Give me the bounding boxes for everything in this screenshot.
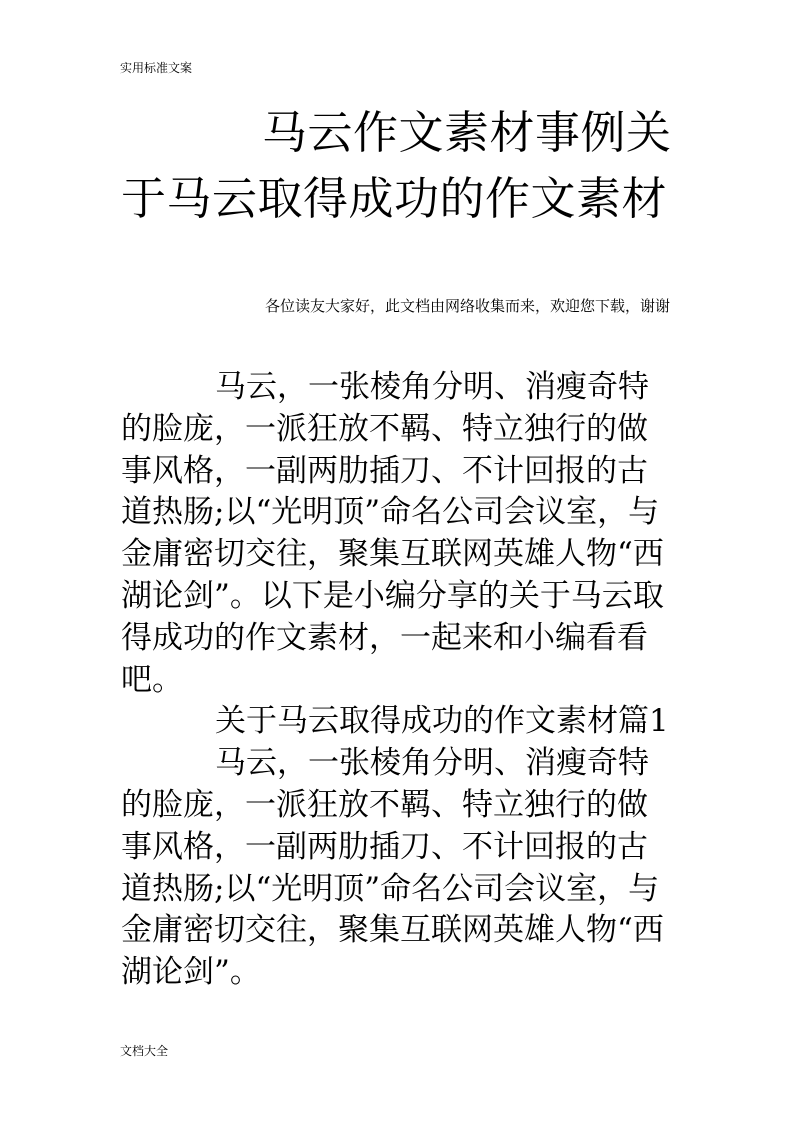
body-paragraph: 马云，一张棱角分明、消瘦奇特的脸庞，一派狂放不羁、特立独行的做事风格，一副两肋插刀、不计回报的古道热肠;以“光明顶”命名公司会议室，与金庸密切交往，聚集互联网英雄人物“西湖论剑”。 [121,745,664,991]
document-subtitle: 各位读友大家好，此文档由网络收集而来，欢迎您下载，谢谢 [264,297,670,315]
section-heading: 关于马云取得成功的作文素材篇1 [215,703,669,740]
page-footer: 文档大全 [120,1044,169,1058]
document-body [121,367,677,1012]
body-paragraph: 马云，一张棱角分明、消瘦奇特的脸庞，一派狂放不羁、特立独行的做事风格，一副两肋插刀、不计回报的古道热肠;以“光明顶”命名公司会议室，与金庸密切交往，聚集互联网英雄人物“西湖论剑”。以下是小编分享的关于马云取得成功的作文素材，一起来和小编看看吧。 [121,369,664,698]
document-title: 马云作文素材事例关于马云取得成功的作文素材 [121,106,672,225]
page-header: 实用标准文案 [120,61,193,75]
